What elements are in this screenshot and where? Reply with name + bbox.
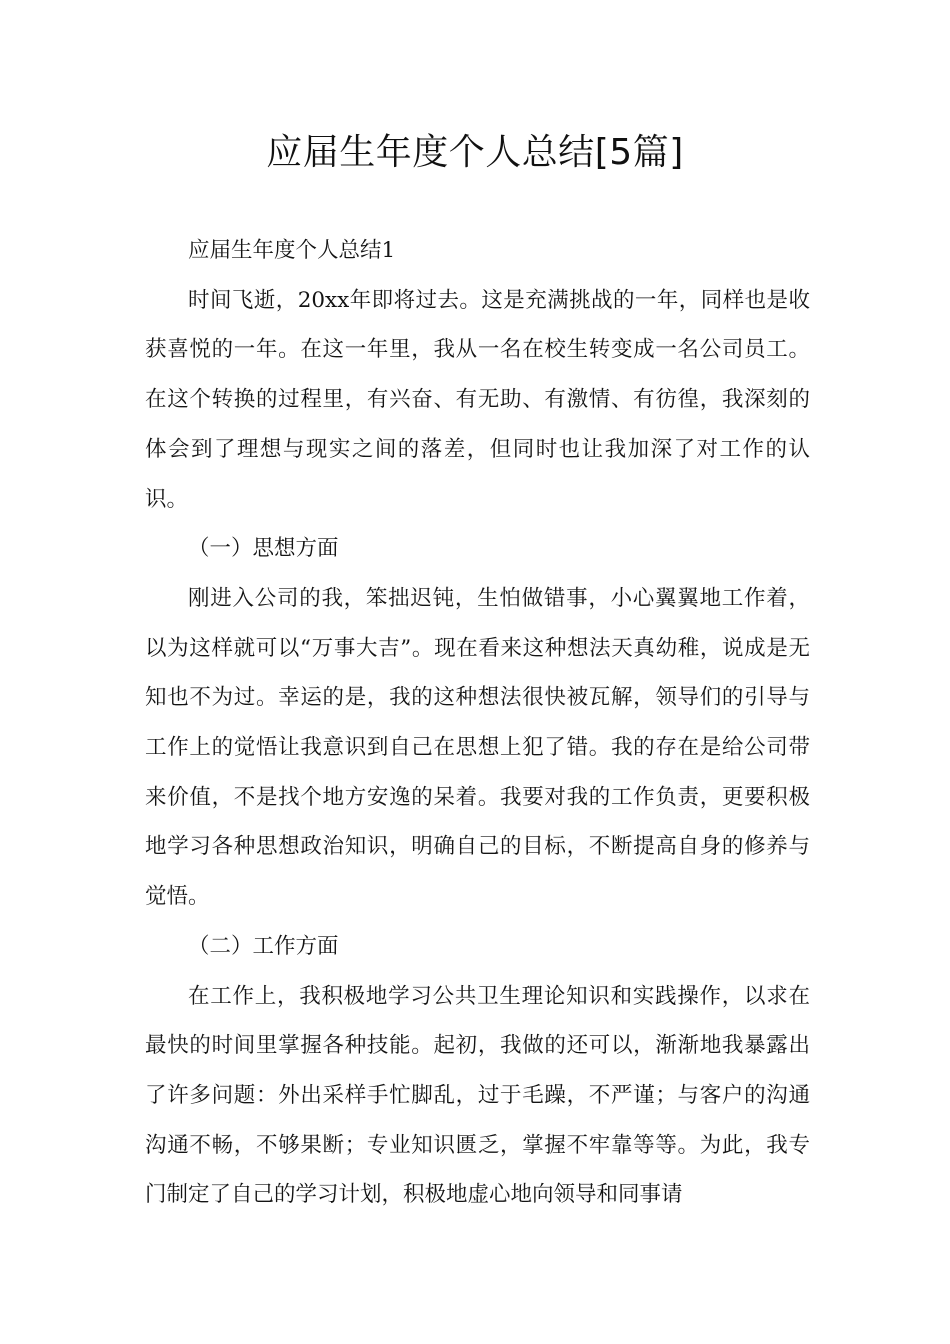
- paragraph-intro: 时间飞逝，20xx年即将过去。这是充满挑战的一年，同样也是收获喜悦的一年。在这一年里，我从一名在校生转变成一名公司员工。在这个转换的过程里，有兴奋、有无助、有激情、有彷徨，我深刻的体会到了理想与现实之间的落差，但同时也让我加深了对工作的认识。: [145, 287, 810, 512]
- paragraph-thought: 刚进入公司的我，笨拙迟钝，生怕做错事，小心翼翼地工作着，以为这样就可以“万事大吉”。现在看来这种想法天真幼稚，说成是无知也不为过。幸运的是，我的这种想法很快被瓦解，领导们的引导与工作上的觉悟让我意识到自己在思想上犯了错。我的存在是给公司带来价值，不是找个地方安逸的呆着。我要对我的工作负责，更要积极地学习各种思想政治知识，明确自己的目标，不断提高自身的修养与觉悟。: [145, 585, 810, 910]
- subsection-heading-work: （二）工作方面: [188, 933, 339, 959]
- section-heading-1: 应届生年度个人总结1: [188, 238, 396, 263]
- document-body: [145, 226, 810, 1220]
- subsection-heading-thought: （一）思想方面: [188, 536, 339, 562]
- document-title: 应届生年度个人总结[5篇]: [266, 132, 684, 173]
- paragraph-work: 在工作上，我积极地学习公共卫生理论知识和实践操作，以求在最快的时间里掌握各种技能。起初，我做的还可以，渐渐地我暴露出了许多问题：外出采样手忙脚乱，过于毛躁，不严谨；与客户的沟通沟通不畅，不够果断；专业知识匮乏，掌握不牢靠等等。为此，我专门制定了自己的学习计划，积极地虚心地向领导和同事请: [145, 983, 810, 1208]
